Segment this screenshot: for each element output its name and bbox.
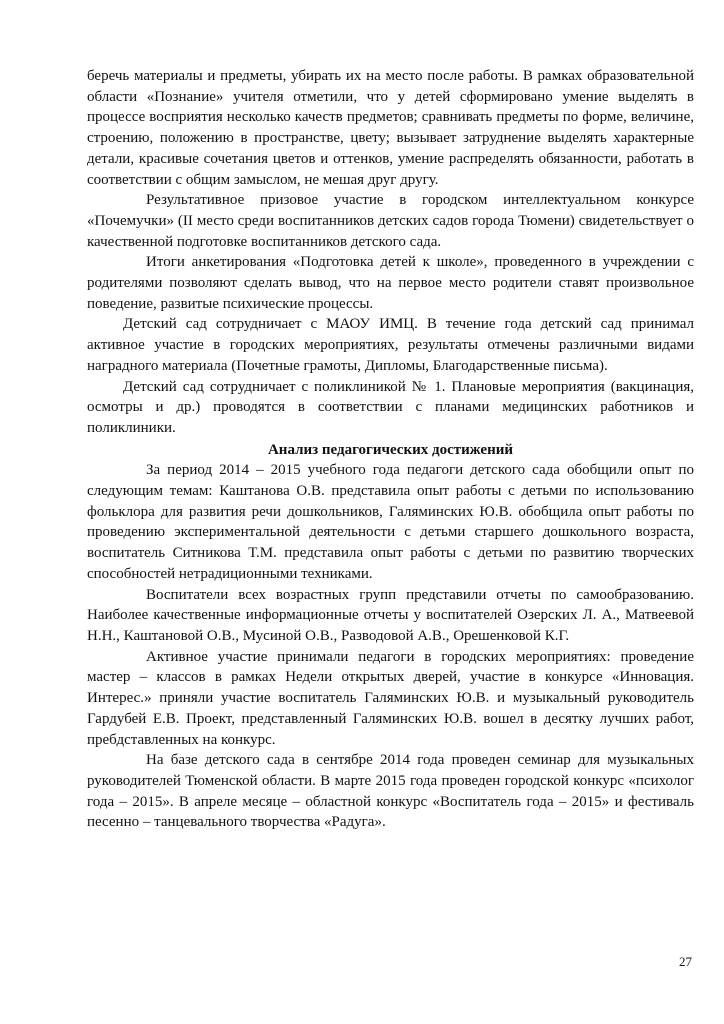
section-heading: Анализ педагогических достижений — [267, 441, 514, 458]
paragraph-reports: Воспитатели всех возрастных групп представили отчеты по самообразованию. Наиболее качественные информационные отчеты у воспитателей Озерских Л. А., Матвеевой Н.Н., Каштановой О.В., Мусиной О.В., Разводовой А.В., Орешенковой К.Г. — [87, 586, 694, 644]
document-body — [87, 66, 694, 833]
paragraph-materials: беречь материалы и предметы, убирать их на место после работы. В рамках образовательной области «Познание» учителя отметили, что у детей сформировано умение выделять в процессе восприятия несколько качеств предметов; сравнивать предметы по форме, величине, строению, положению в пространстве, цвету; вызывает затруднение выделять характерные детали, красивые сочетания цветов и оттенков, умение распределять обязанности, работать в соответствии с общим замыслом, не мешая друг другу. — [87, 68, 694, 188]
page-number: 27 — [679, 954, 692, 969]
paragraph-contest: Результативное призовое участие в городском интеллектуальном конкурсе «Почемучки» (II место среди воспитанников детских садов города Тюмени) свидетельствует о качественной подготовке воспитанников детского сада. — [87, 192, 694, 250]
paragraph-clinic: Детский сад сотрудничает с поликлиникой № 1. Плановые мероприятия (вакцинация, осмотры и др.) проводятся в соответствии с планами медицинских работников и поликлиники. — [87, 378, 694, 436]
paragraph-imc: Детский сад сотрудничает с МАОУ ИМЦ. В течение года детский сад принимал активное участие в городских мероприятиях, результаты отмечены различными видами наградного материала (Почетные грамоты, Дипломы, Благодарственные письма). — [87, 316, 694, 374]
paragraph-survey: Итоги анкетирования «Подготовка детей к школе», проведенного в учреждении с родителями позволяют сделать вывод, что на первое место родители ставят произвольное поведение, развитые психические процессы. — [87, 254, 694, 312]
paragraph-city-events: Активное участие принимали педагоги в городских мероприятиях: проведение мастер – классов в рамках Недели открытых дверей, участие в конкурсе «Инновация. Интерес.» приняли участие воспитатель Галяминских Ю.В. и музыкальный руководитель Гардубей Е.В. Проект, представленный Галяминских Ю.В. вошел в десятку лучших работ, пребдставленных на конкурс. — [87, 648, 694, 748]
paragraph-seminar: На базе детского сада в сентябре 2014 года проведен семинар для музыкальных руководителей Тюменской области. В марте 2015 года проведен городской конкурс «психолог года – 2015». В апреле месяце – областной конкурс «Воспитатель года – 2015» и фестиваль песенно – танцевального творчества «Радуга». — [87, 752, 694, 831]
paragraph-experience: За период 2014 – 2015 учебного года педагоги детского сада обобщили опыт по следующим темам: Каштанова О.В. представила опыт работы с детьми по использованию фольклора для развития речи дошкольников, Галяминских Ю.В. обобщила опыт работы по проведению экспериментальной деятельности с детьми старшего дошкольного возраста, воспитатель Ситникова Т.М. представила опыт работы с детьми по развитию творческих способностей нетрадиционными техниками. — [87, 462, 694, 582]
